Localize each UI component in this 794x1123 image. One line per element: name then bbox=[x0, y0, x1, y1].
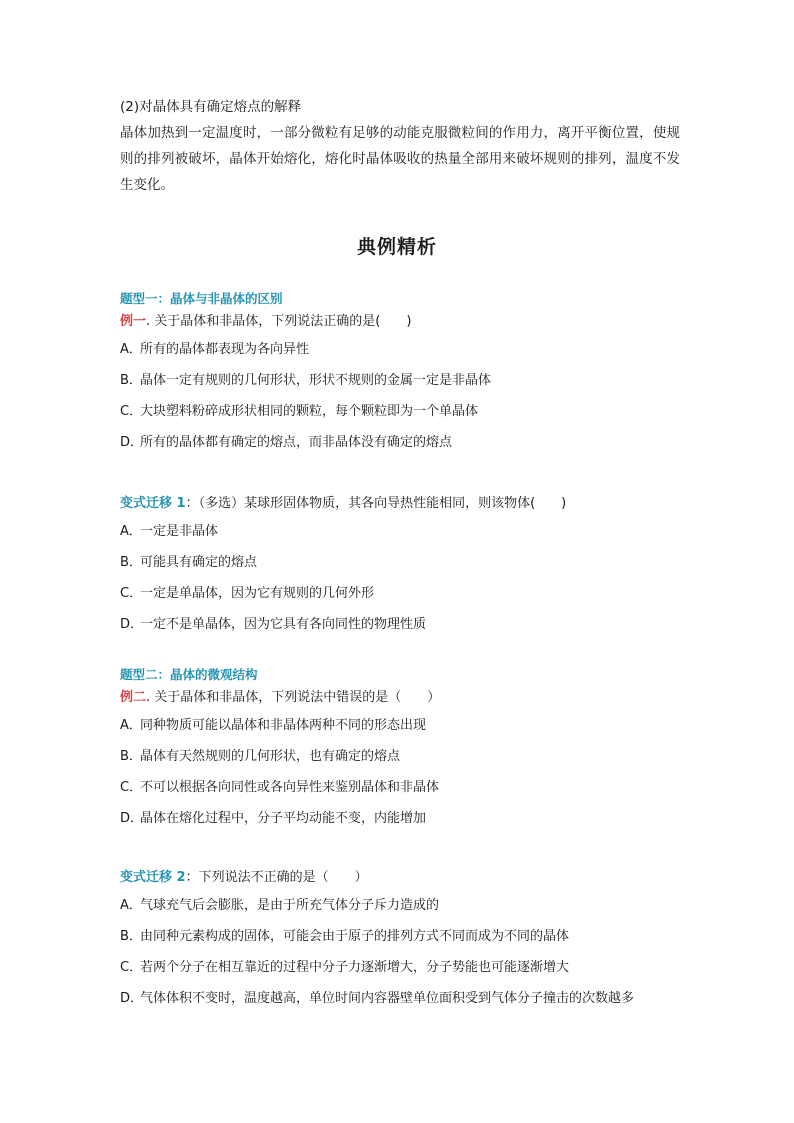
example2-tag: 例二 bbox=[120, 690, 147, 705]
topic1-example-block bbox=[120, 288, 680, 458]
example1-option-c bbox=[120, 396, 680, 427]
variant2-block bbox=[120, 866, 680, 1014]
option-letter: B． bbox=[120, 749, 142, 764]
example1-tag: 例一 bbox=[120, 314, 147, 329]
option-text: 气球充气后会膨胀，是由于所充气体分子斥力造成的 bbox=[140, 898, 440, 913]
option-text: 若两个分子在相互靠近的过程中分子力逐渐增大，分子势能也可能逐渐增大 bbox=[140, 960, 570, 975]
option-text: 大块塑料粉碎成形状相同的颗粒，每个颗粒即为一个单晶体 bbox=[140, 404, 479, 419]
example1-stem: . 关于晶体和非晶体，下列说法正确的是( ) bbox=[146, 314, 412, 329]
option-letter: C． bbox=[120, 404, 143, 419]
variant2-option-d bbox=[120, 983, 680, 1014]
variant1-option-a bbox=[120, 516, 680, 547]
example2-stem: . 关于晶体和非晶体，下列说法中错误的是（ ） bbox=[146, 690, 441, 705]
variant1-option-d bbox=[120, 609, 680, 640]
topic1-title: 题型一：晶体与非晶体的区别 bbox=[120, 291, 283, 306]
topic2-title: 题型二：晶体的微观结构 bbox=[120, 667, 258, 682]
example2-option-b bbox=[120, 741, 680, 772]
option-text: 一定是非晶体 bbox=[140, 524, 219, 539]
variant2-tag: 变式迁移 2 bbox=[120, 870, 186, 885]
variant1-block bbox=[120, 492, 680, 640]
example1-question bbox=[120, 310, 680, 334]
option-letter: A． bbox=[120, 718, 142, 733]
option-letter: A． bbox=[120, 342, 142, 357]
example1-option-b bbox=[120, 365, 680, 396]
option-text: 晶体一定有规则的几何形状，形状不规则的金属一定是非晶体 bbox=[140, 373, 492, 388]
example2-option-a bbox=[120, 710, 680, 741]
option-letter: A． bbox=[120, 898, 142, 913]
variant2-stem: ：下列说法不正确的是（ ） bbox=[185, 870, 368, 885]
option-letter: B． bbox=[120, 929, 142, 944]
intro-subheading: (2)对晶体具有确定熔点的解释 bbox=[120, 99, 302, 115]
option-letter: D． bbox=[120, 991, 144, 1006]
intro-paragraph: 晶体加热到一定温度时，一部分微粒有足够的动能克服微粒间的作用力，离开平衡位置，使规则的排列被破坏，晶体开始熔化，熔化时晶体吸收的热量全部用来破坏规则的排列，温度不发生变化。 bbox=[120, 125, 680, 193]
option-letter: D． bbox=[120, 811, 144, 826]
example2-option-d bbox=[120, 803, 680, 834]
option-letter: B． bbox=[120, 555, 142, 570]
option-text: 不可以根据各向同性或各向异性来鉴别晶体和非晶体 bbox=[140, 780, 440, 795]
variant2-option-c bbox=[120, 952, 680, 983]
example1-option-a bbox=[120, 334, 680, 365]
option-letter: A． bbox=[120, 524, 142, 539]
example2-question bbox=[120, 686, 680, 710]
variant2-option-b bbox=[120, 921, 680, 952]
variant1-question bbox=[120, 492, 680, 516]
example2-option-c bbox=[120, 772, 680, 803]
option-letter: D． bbox=[120, 435, 144, 450]
variant1-stem: ：（多选）某球形固体物质，其各向导热性能相同，则该物体( ) bbox=[185, 496, 567, 511]
option-text: 同种物质可能以晶体和非晶体两种不同的形态出现 bbox=[140, 718, 427, 733]
option-text: 一定是单晶体，因为它有规则的几何外形 bbox=[140, 586, 375, 601]
topic2-example-block bbox=[120, 664, 680, 834]
option-text: 所有的晶体都表现为各向异性 bbox=[140, 342, 310, 357]
variant1-option-c bbox=[120, 578, 680, 609]
option-text: 由同种元素构成的固体，可能会由于原子的排列方式不同而成为不同的晶体 bbox=[140, 929, 570, 944]
option-text: 一定不是单晶体，因为它具有各向同性的物理性质 bbox=[140, 617, 427, 632]
option-letter: C． bbox=[120, 586, 143, 601]
option-letter: C． bbox=[120, 780, 143, 795]
option-text: 所有的晶体都有确定的熔点，而非晶体没有确定的熔点 bbox=[140, 435, 453, 450]
variant1-tag: 变式迁移 1 bbox=[120, 496, 186, 511]
option-letter: D． bbox=[120, 617, 144, 632]
option-letter: C． bbox=[120, 960, 143, 975]
example1-option-d bbox=[120, 427, 680, 458]
option-text: 可能具有确定的熔点 bbox=[140, 555, 258, 570]
variant2-option-a bbox=[120, 890, 680, 921]
variant1-option-b bbox=[120, 547, 680, 578]
option-letter: B． bbox=[120, 373, 142, 388]
intro-section bbox=[120, 94, 680, 198]
option-text: 晶体有天然规则的几何形状，也有确定的熔点 bbox=[140, 749, 401, 764]
option-text: 气体体积不变时，温度越高，单位时间内容器壁单位面积受到气体分子撞击的次数越多 bbox=[140, 991, 635, 1006]
section-title: 典例精析 bbox=[356, 236, 437, 258]
variant2-question bbox=[120, 866, 680, 890]
option-text: 晶体在熔化过程中，分子平均动能不变，内能增加 bbox=[140, 811, 427, 826]
